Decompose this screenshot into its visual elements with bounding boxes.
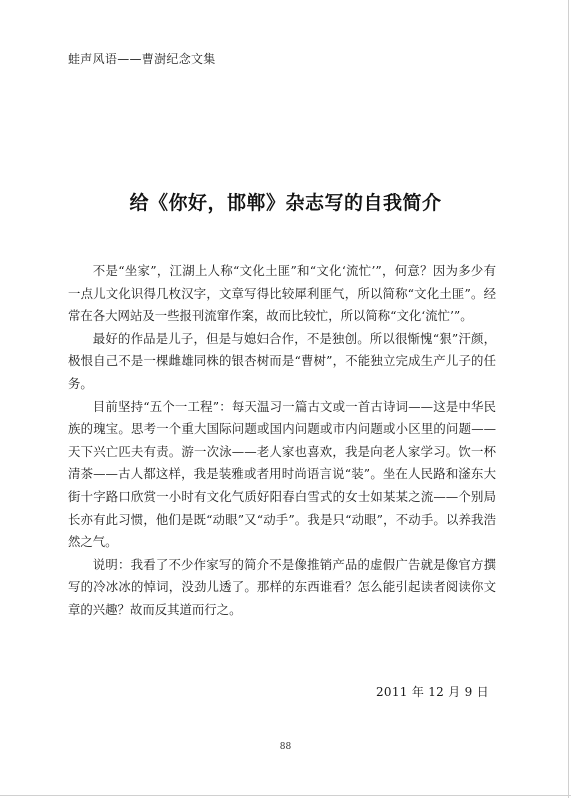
article-title: 给《你好，邯郸》杂志写的自我简介 (129, 192, 442, 214)
paragraph: 最好的作品是儿子，但是与媳妇合作，不是独创。所以很惭愧“狠”汗颜，极恨自己不是一棵雌雄同株的银杏树而是“曹树”，不能独立完成生产儿子的任务。 (68, 330, 496, 391)
running-header: 蛙声风语——曹澍纪念文集 (68, 52, 216, 66)
paragraph: 不是“坐家”，江湖上人称“文化土匪”和“文化‘流忙’”，何意？因为多少有一点儿文化识得几枚汉字，文章写得比较犀利匪气，所以简称“文化土匪”。经常在各大网站及一些报刊流窜作案，故而比较忙，所以简称“文化‘流忙’”。 (68, 263, 496, 324)
article-body (68, 260, 496, 622)
page-edge-shadow (0, 795, 571, 796)
paragraph: 说明：我看了不少作家写的简介不是像推销产品的虚假广告就是像官方撰写的冷冰冰的悼词，没劲儿透了。那样的东西谁看？怎么能引起读者阅读你文章的兴趣？故而反其道而行之。 (68, 556, 496, 617)
paragraph: 目前坚持“五个一工程”：每天温习一篇古文或一首古诗词——这是中华民族的瑰宝。思考一个重大国际问题或国内问题或市内问题或小区里的问题——天下兴亡匹夫有责。游一次泳——老人家也喜欢，我是向老人家学习。饮一杯清茶——古人都这样，我是装雅或者用时尚语言说“装”。坐在人民路和滏东大街十字路口欣赏一小时有文化气质好阳春白雪式的女士如某某之流——个别局长亦有此习惯，他们是既“动眼”又“动手”。我是只“动眼”，不动手。以养我浩然之气。 (68, 398, 496, 550)
article-date: 2011 年 12 月 9 日 (375, 685, 489, 699)
page-edge-shadow (568, 0, 569, 798)
page-number: 88 (279, 742, 292, 752)
